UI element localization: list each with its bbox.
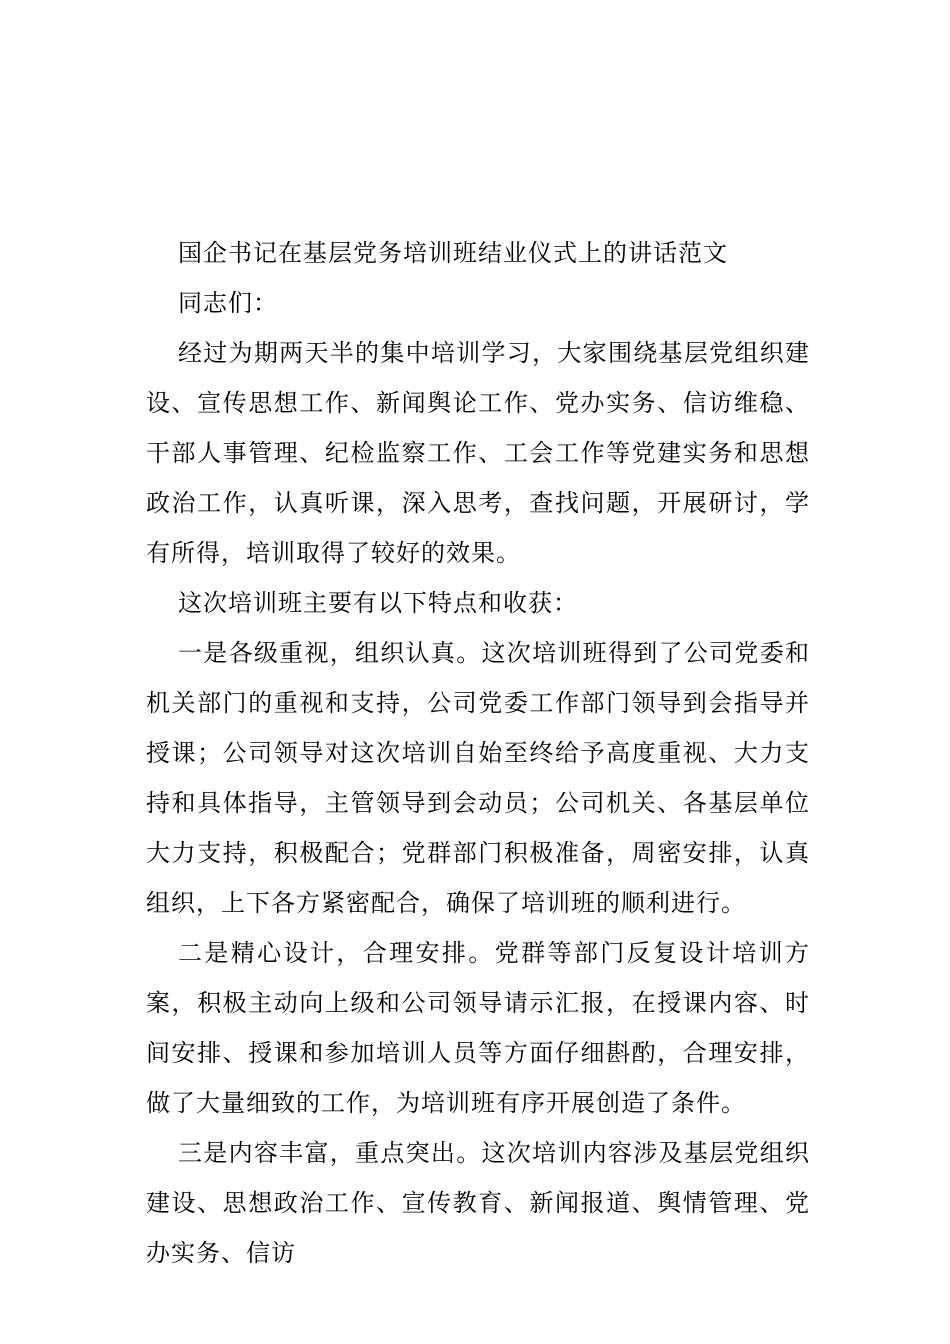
document-title: 国企书记在基层党务培训班结业仪式上的讲话范文 bbox=[178, 239, 728, 267]
paragraph-point-one: 一是各级重视，组织认真。这次培训班得到了公司党委和机关部门的重视和支持，公司党委工作部门领导到会指导并授课；公司领导对这次培训自始至终给予高度重视、大力支持和具体指导，主管领导到会动员；公司机关、各基层单位大力支持，积极配合；党群部门积极准备，周密安排，认真组织，上下各方紧密配合，确保了培训班的顺利进行。 bbox=[146, 639, 810, 917]
paragraph-intro: 经过为期两天半的集中培训学习，大家围绕基层党组织建设、宣传思想工作、新闻舆论工作、党办实务、信访维稳、干部人事管理、纪检监察工作、工会工作等党建实务和思想政治工作，认真听课，深入思考，查找问题，开展研讨，学有所得，培训取得了较好的效果。 bbox=[146, 339, 810, 567]
paragraph-point-two: 二是精心设计，合理安排。党群等部门反复设计培训方案，积极主动向上级和公司领导请示汇报，在授课内容、时间安排、授课和参加培训人员等方面仔细斟酌，合理安排，做了大量细致的工作，为培训班有序开展创造了条件。 bbox=[146, 939, 810, 1117]
document-body bbox=[146, 228, 810, 1278]
salutation: 同志们： bbox=[178, 289, 278, 317]
paragraph-point-three: 三是内容丰富，重点突出。这次培训内容涉及基层党组织建设、思想政治工作、宣传教育、新闻报道、舆情管理、党办实务、信访 bbox=[146, 1139, 810, 1267]
paragraph-features-lead: 这次培训班主要有以下特点和收获： bbox=[178, 589, 578, 617]
